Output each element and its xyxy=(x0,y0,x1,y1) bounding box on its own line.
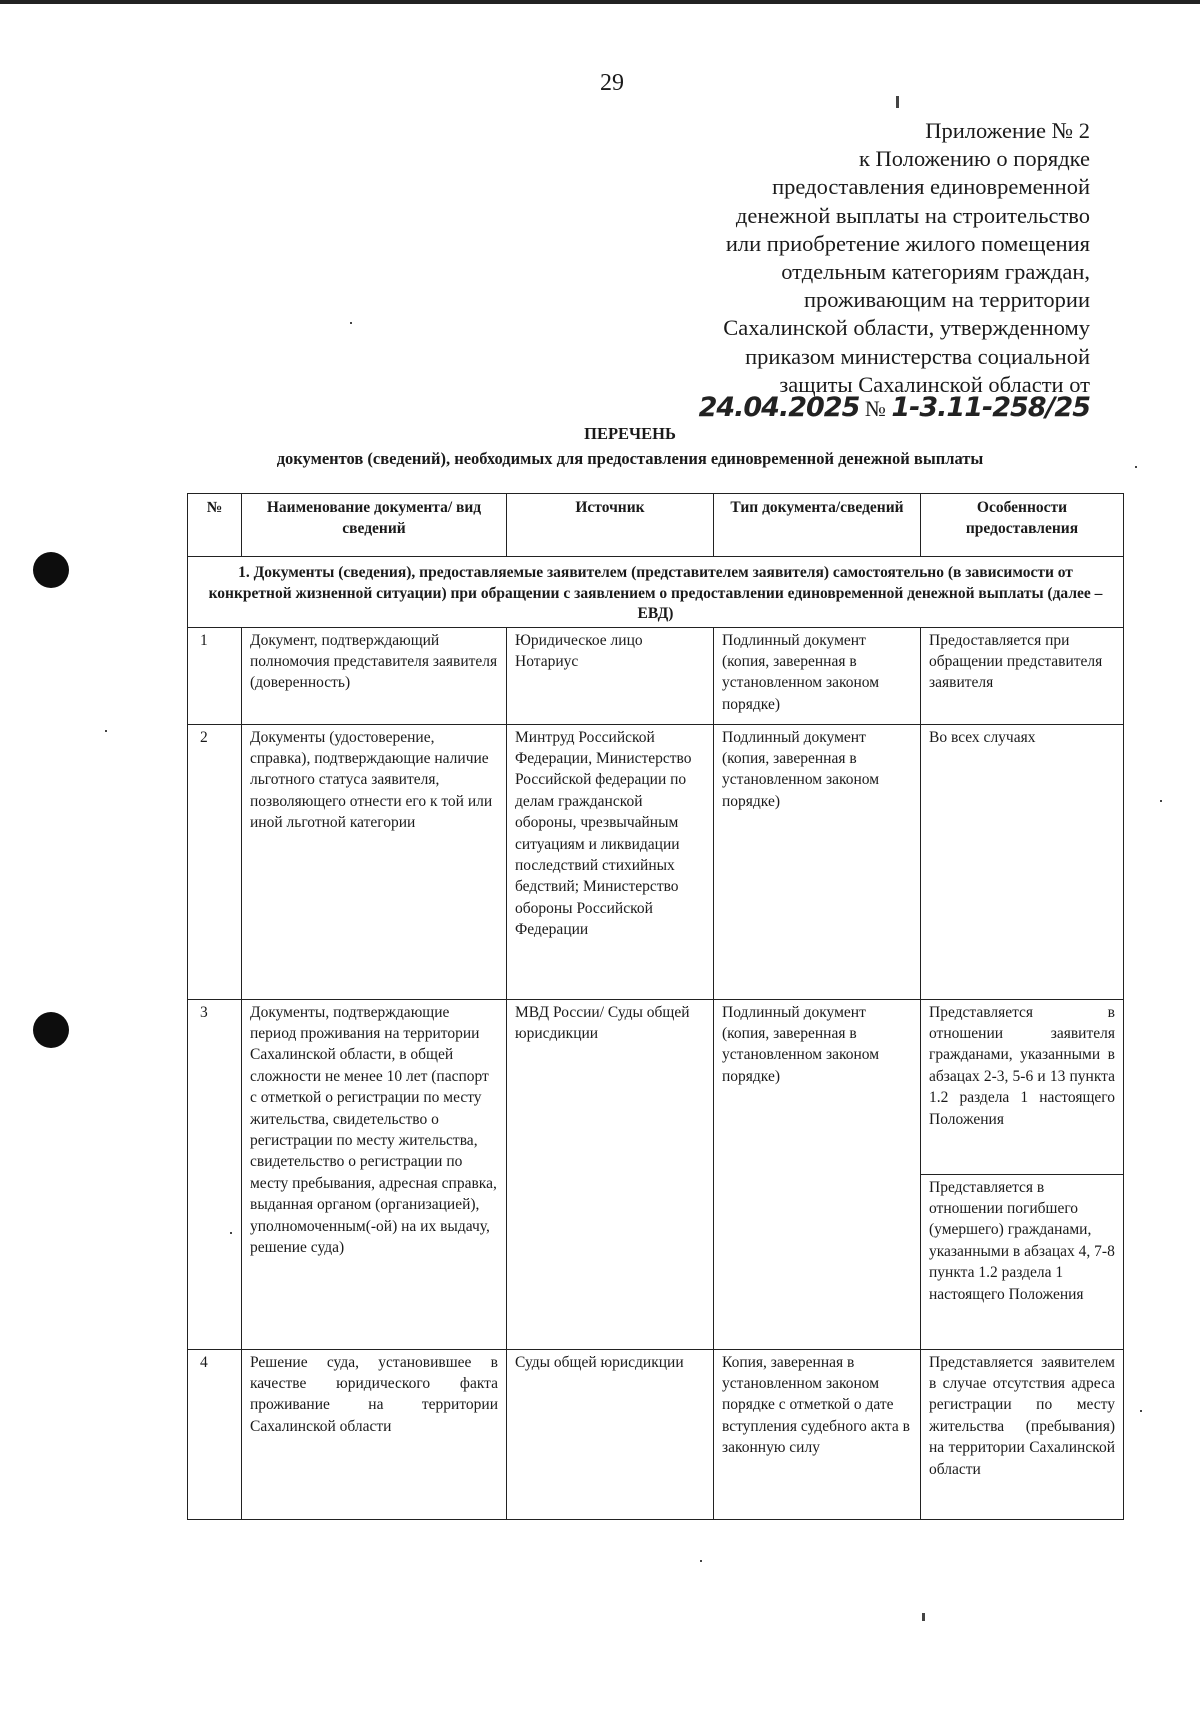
row-features-deceased: Представляется в отношении погибшего (умершего) гражданами, указанными в абзацах 4, 7-8 пункта 1.2 раздела 1 настоящего Положения xyxy=(921,1174,1124,1349)
handwritten-order-number: 1-3.11-258/25 xyxy=(891,392,1090,423)
header-source: Источник xyxy=(507,494,714,557)
row-document-name: Документ, подтверждающий полномочия представителя заявителя (доверенность) xyxy=(242,627,507,724)
order-date-number xyxy=(699,392,1090,423)
table-row xyxy=(188,627,1124,724)
document-title: ПЕРЕЧЕНЬ xyxy=(584,424,676,443)
appendix-line: к Положению о порядке xyxy=(859,146,1090,172)
row-document-type: Подлинный документ (копия, заверенная в установленном законом порядке) xyxy=(714,627,921,724)
scan-speck xyxy=(1135,466,1137,468)
scan-speck xyxy=(1160,800,1162,802)
row-number: 4 xyxy=(188,1349,242,1519)
table-section-row xyxy=(188,557,1124,628)
table-row xyxy=(188,1349,1124,1519)
appendix-line: защиты Сахалинской области от xyxy=(779,371,1090,397)
appendix-line: или приобретение жилого помещения xyxy=(725,230,1090,256)
punch-hole xyxy=(33,1012,69,1048)
number-sign: № xyxy=(864,396,886,421)
scan-speck xyxy=(350,322,352,324)
row-document-name: Документы, подтверждающие период проживания на территории Сахалинской области, в общей сложности не менее 10 лет (паспорт с отметкой о регистрации по месту жительства, свидетельство о регистрации по месту жительства, свидетельство о регистрации по месту пребывания, адресная справка, выданная органом (организацией), уполномоченным(-ой) на их выдачу, решение суда) xyxy=(242,999,507,1349)
document-subtitle: документов (сведений), необходимых для предоставления единовременной денежной выплаты xyxy=(276,449,984,468)
header-document-type: Тип документа/сведений xyxy=(714,494,921,557)
row-features: Представляется заявителем в случае отсутствия адреса регистрации по месту жительства (пребывания) на территории Сахалинской области xyxy=(921,1349,1124,1519)
scan-top-edge xyxy=(0,0,1200,4)
appendix-line: проживающим на территории xyxy=(803,287,1090,313)
row-document-name: Решение суда, установившее в качестве юридического факта проживание на территории Сахалинской области xyxy=(242,1349,507,1519)
scan-speck xyxy=(922,1613,925,1621)
row-source: МВД России/ Суды общей юрисдикции xyxy=(507,999,714,1349)
scan-speck xyxy=(896,96,899,108)
header-document-name: Наименование документа/ вид сведений xyxy=(242,494,507,557)
documents-table xyxy=(187,493,1124,1520)
appendix-line: денежной выплаты на строительство xyxy=(735,202,1090,228)
table-row xyxy=(188,999,1124,1174)
scan-speck xyxy=(1140,1410,1142,1412)
row-source: Юридическое лицо Нотариус xyxy=(507,627,714,724)
section-1-title: 1. Документы (сведения), предоставляемые заявителем (представителем заявителя) самостоятельно (в зависимости от конкретной жизненной ситуации) при обращении с заявлением о предоставлении единовременной денежной выплаты (далее – ЕВД) xyxy=(188,557,1124,628)
row-source: Минтруд Российской Федерации, Министерство Российской федерации по делам гражданской обороны, чрезвычайным ситуациям и ликвидации последствий стихийных бедствий; Министерство обороны Российской Федерации xyxy=(507,724,714,999)
table-row xyxy=(188,724,1124,999)
header-number: № xyxy=(188,494,242,557)
row-number: 3 xyxy=(188,999,242,1349)
appendix-header xyxy=(600,117,1090,399)
appendix-line: Сахалинской области, утвержденному xyxy=(723,315,1090,341)
header-features: Особенности предоставления xyxy=(921,494,1124,557)
handwritten-date: 24.04.2025 xyxy=(698,392,860,423)
scan-speck xyxy=(230,1232,232,1234)
appendix-line: предоставления единовременной xyxy=(772,174,1090,200)
scan-speck xyxy=(700,1560,702,1562)
row-document-type: Подлинный документ (копия, заверенная в установленном законом порядке) xyxy=(714,724,921,999)
row-number: 2 xyxy=(188,724,242,999)
punch-hole xyxy=(33,552,69,588)
appendix-line: отдельным категориям граждан, xyxy=(781,259,1090,285)
row-features: Во всех случаях xyxy=(921,724,1124,999)
row-document-type: Подлинный документ (копия, заверенная в установленном законом порядке) xyxy=(714,999,921,1349)
table-header-row xyxy=(188,494,1124,557)
row-source: Суды общей юрисдикции xyxy=(507,1349,714,1519)
row-features: Предоставляется при обращении представителя заявителя xyxy=(921,627,1124,724)
appendix-line: Приложение № 2 xyxy=(925,118,1090,143)
page-number: 29 xyxy=(600,70,624,96)
appendix-line: приказом министерства социальной xyxy=(745,343,1090,369)
row-document-type: Копия, заверенная в установленном законом порядке с отметкой о дате вступления судебного акта в законную силу xyxy=(714,1349,921,1519)
row-features-applicant: Представляется в отношении заявителя гражданами, указанными в абзацах 2-3, 5-6 и 13 пункта 1.2 раздела 1 настоящего Положения xyxy=(921,999,1124,1174)
row-number: 1 xyxy=(188,627,242,724)
scan-speck xyxy=(105,730,107,732)
row-document-name: Документы (удостоверение, справка), подтверждающие наличие льготного статуса заявителя, позволяющего отнести его к той или иной льготной категории xyxy=(242,724,507,999)
